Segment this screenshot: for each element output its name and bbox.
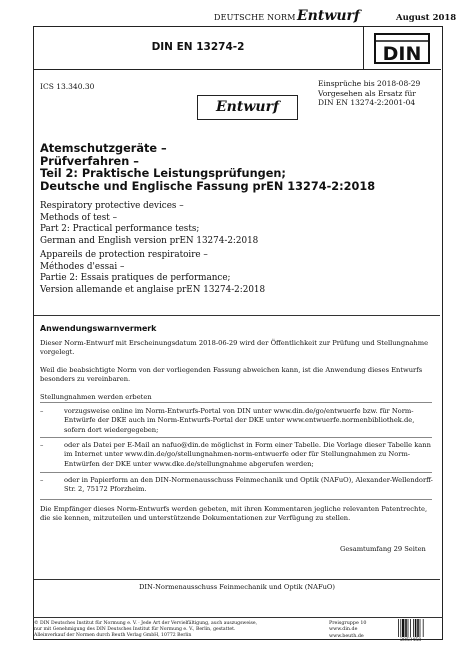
list-divider — [40, 437, 432, 438]
title-english — [40, 201, 258, 247]
barcode-bar — [415, 619, 417, 637]
din-logo-text: DIN — [382, 43, 422, 64]
barcode-bar — [408, 619, 409, 637]
title-fr-line: Méthodes d'essai – — [40, 261, 125, 272]
din-logo — [374, 33, 430, 64]
list-item-text: oder in Papierform an den DIN-Normenausschuss Feinmechanik und Optik (NAFuO), Alexander-Wellendorff-Str. 2, 75172 Pforzheim. — [64, 476, 433, 494]
list-item — [40, 407, 436, 437]
price-info — [329, 621, 366, 640]
notice-paragraph: Weil die beabsichtigte Norm von der vorliegenden Fassung abweichen kann, ist die Anwendung dieses Entwurfs besonders zu vereinbaren. — [40, 366, 423, 384]
title-fr-line: Appareils de protection respiratoire – — [40, 250, 208, 260]
notice-paragraph: Die Empfänger dieses Norm-Entwurfs werden gebeten, mit ihren Kommentaren jegliche relevanten Patentrechte, die sie kennen, mitzuteilen und unterstützende Dokumentationen zur Verfügung zu stellen. — [40, 505, 428, 523]
title-fr-line: Version allemande et anglaise prEN 13274-2:2018 — [40, 284, 266, 295]
barcode-bar — [413, 619, 414, 637]
section-divider — [34, 579, 440, 580]
barcode-bar — [405, 619, 407, 637]
title-en-line: Part 2: Practical performance tests; — [40, 224, 200, 234]
price-group: Preisgruppe 10 — [329, 621, 367, 626]
list-item-text: oder als Datei per E-Mail an nafuo@din.de möglichst in Form einer Tabelle. Die Vorlage dieser Tabelle kann im Internet unter www.din.de/go/stellungnahmen-norm-entwuerfe oder für Stellungnahmen zu Norm-Entwürfen der DKE unter www.dke.de/stellungnahme abgerufen werden; — [64, 441, 431, 468]
title-de-line: Deutsche und Englische Fassung prEN 13274-2:2018 — [40, 179, 376, 193]
committee-name: DIN-Normenausschuss Feinmechanik und Optik (NAFuO) — [138, 583, 336, 591]
replacement-info — [318, 79, 420, 108]
replaced-standard: DIN EN 13274-2:2001-04 — [318, 98, 416, 108]
notice-paragraph: Dieser Norm-Entwurf mit Erscheinungsdatum 2018-06-29 wird der Öffentlichkeit zur Prüfung und Stellungnahme vorgelegt. — [40, 339, 429, 357]
barcode-bar — [420, 619, 421, 637]
barcode-icon — [398, 619, 438, 637]
barcode-number: 2853458 — [400, 638, 422, 643]
din-website-link[interactable]: www.din.de — [329, 627, 358, 633]
copyright-line: nur mit Genehmigung des DIN Deutsches Institut für Normung e. V., Berlin, gestattet. — [34, 627, 236, 632]
title-de-line: Atemschutzgeräte – — [40, 142, 167, 155]
title-french — [40, 250, 265, 296]
barcode-bar — [417, 619, 419, 637]
draft-badge: Entwurf — [197, 95, 298, 120]
title-fr-line: Partie 2: Essais pratiques de performance; — [40, 273, 231, 283]
bullet-dash: – — [40, 476, 44, 484]
beuth-website-link[interactable]: www.beuth.de — [329, 633, 364, 639]
document-number: DIN EN 13274-2 — [151, 41, 245, 53]
norm-type-label: DEUTSCHE NORM — [214, 13, 296, 22]
bullet-dash: – — [40, 441, 44, 449]
barcode-bar — [398, 619, 399, 637]
barcode-bar — [410, 619, 411, 637]
list-divider — [40, 472, 432, 473]
list-divider — [40, 402, 432, 403]
barcode-bar — [423, 619, 424, 637]
footer-divider — [33, 617, 443, 618]
list-item-text: vorzugsweise online im Norm-Entwurfs-Portal von DIN unter www.din.de/go/entwuerfe bzw. für Norm-Entwürfe der DKE auch im Norm-Entwurfs-Portal der DKE unter www.entwuerfe.normenbibliothek.de, sofern dort wiedergegeben; — [64, 407, 415, 434]
bullet-dash: – — [40, 407, 44, 415]
barcode-bar — [400, 619, 401, 637]
logo-divider — [363, 26, 364, 69]
replacement-label: Vorgesehen als Ersatz für — [318, 88, 416, 98]
notice-heading: Anwendungswarnvermerk — [40, 324, 157, 333]
publication-date: August 2018 — [396, 13, 457, 23]
notice-paragraph: Stellungnahmen werden erbeten — [40, 393, 152, 401]
section-divider — [34, 315, 440, 316]
barcode-bar — [402, 619, 404, 637]
title-en-line: German and English version prEN 13274-2:2018 — [40, 235, 259, 246]
total-pages: Gesamtumfang 29 Seiten — [340, 545, 426, 553]
title-en-line: Methods of test – — [40, 212, 117, 223]
copyright-line: © DIN Deutsches Institut für Normung e. V. · Jede Art der Vervielfältigung, auch auszugsweise, — [34, 621, 258, 626]
list-item — [40, 476, 436, 498]
title-de-line: Teil 2: Praktische Leistungsprüfungen; — [40, 167, 286, 181]
list-divider — [40, 499, 432, 500]
title-german — [40, 143, 375, 193]
title-en-line: Respiratory protective devices – — [40, 201, 184, 211]
copyright-line: Alleinverkauf der Normen durch Beuth Verlag GmbH, 10772 Berlin — [34, 633, 192, 638]
ics-code: ICS 13.340.30 — [40, 82, 95, 91]
objection-deadline: Einsprüche bis 2018-08-29 — [318, 79, 421, 88]
status-label: Entwurf — [297, 8, 360, 24]
copyright-notice — [34, 621, 334, 639]
list-item — [40, 441, 436, 471]
title-de-line: Prüfverfahren – — [40, 154, 139, 168]
